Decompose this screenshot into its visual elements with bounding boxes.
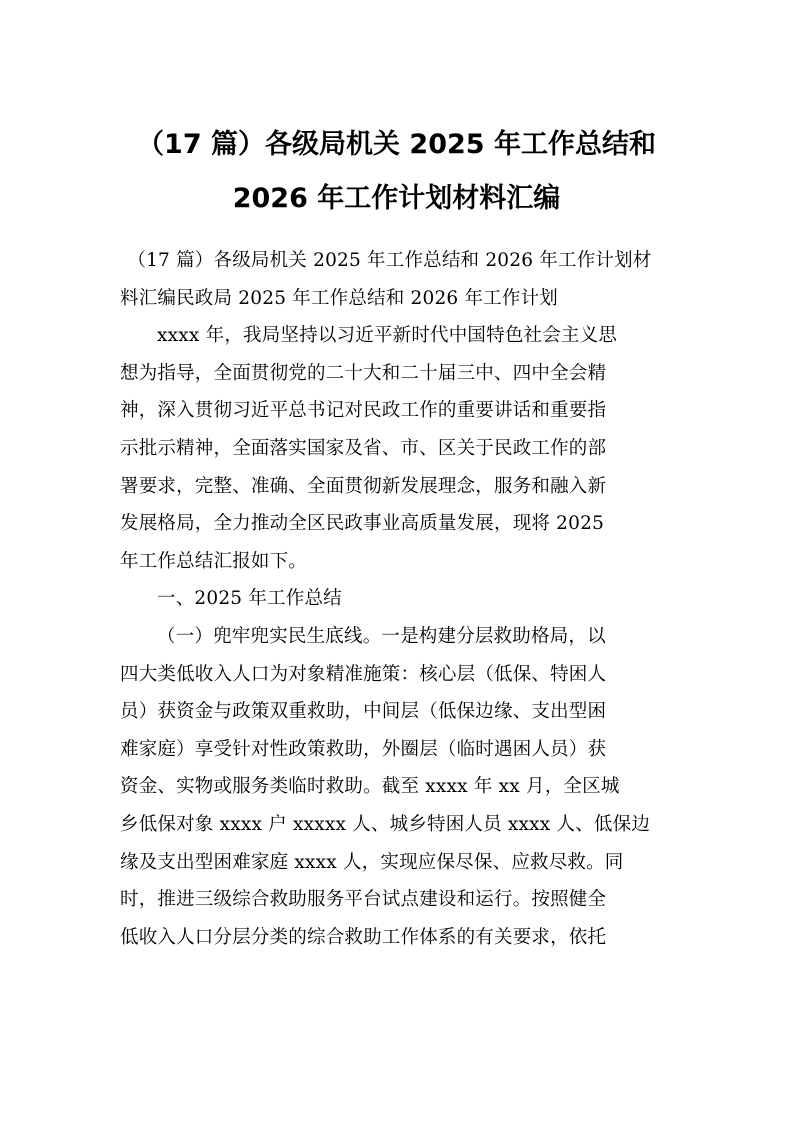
- text-line: 四大类低收入人口为对象精准施策：核心层（低保、特困人: [120, 663, 607, 685]
- text-line: 缘及支出型困难家庭 xxxx 人，实现应保尽保、应救尽救。同: [120, 851, 624, 873]
- text-line: 示批示精神，全面落实国家及省、市、区关于民政工作的部: [120, 437, 607, 459]
- text-line: 资金、实物或服务类临时救助。截至 xxxx 年 xx 月，全区城: [120, 776, 620, 798]
- text-line: 员）获资金与政策双重救助，中间层（低保边缘、支出型困: [120, 701, 607, 723]
- text-line: 发展格局，全力推动全区民政事业高质量发展，现将 2025: [120, 513, 605, 535]
- title-line-2: 2026 年工作计划材料汇编: [232, 183, 561, 214]
- text-line: 年工作总结汇报如下。: [120, 550, 308, 572]
- text-line: 一、2025 年工作总结: [157, 588, 342, 610]
- text-line: 时，推进三级综合救助服务平台试点建设和运行。按照健全: [120, 889, 607, 911]
- document-title: [120, 118, 673, 226]
- section-paragraph: [120, 618, 676, 956]
- text-line: 低收入人口分层分类的综合救助工作体系的有关要求，依托: [120, 926, 607, 948]
- text-line: 料汇编民政局 2025 年工作总结和 2026 年工作计划: [120, 287, 558, 309]
- text-line: （一）兜牢兜实民生底线。一是构建分层救助格局，以: [157, 625, 606, 647]
- title-line-1: （17 篇）各级局机关 2025 年工作总结和: [137, 129, 656, 160]
- section-heading: [120, 580, 676, 618]
- text-line: 乡低保对象 xxxx 户 xxxxx 人、城乡特困人员 xxxx 人、低保边: [120, 813, 651, 835]
- intro-paragraph: [120, 242, 676, 317]
- text-line: 难家庭）享受针对性政策救助，外圈层（临时遇困人员）获: [120, 738, 607, 760]
- document-body: [120, 242, 676, 956]
- text-line: 署要求，完整、准确、全面贯彻新发展理念，服务和融入新: [120, 475, 607, 497]
- overview-paragraph: [120, 317, 676, 580]
- text-line: （17 篇）各级局机关 2025 年工作总结和 2026 年工作计划材: [127, 250, 652, 271]
- text-line: 神，深入贯彻习近平总书记对民政工作的重要讲话和重要指: [120, 400, 607, 422]
- text-line: xxxx 年，我局坚持以习近平新时代中国特色社会主义思: [157, 325, 618, 347]
- text-line: 想为指导，全面贯彻党的二十大和二十届三中、四中全会精: [120, 362, 607, 384]
